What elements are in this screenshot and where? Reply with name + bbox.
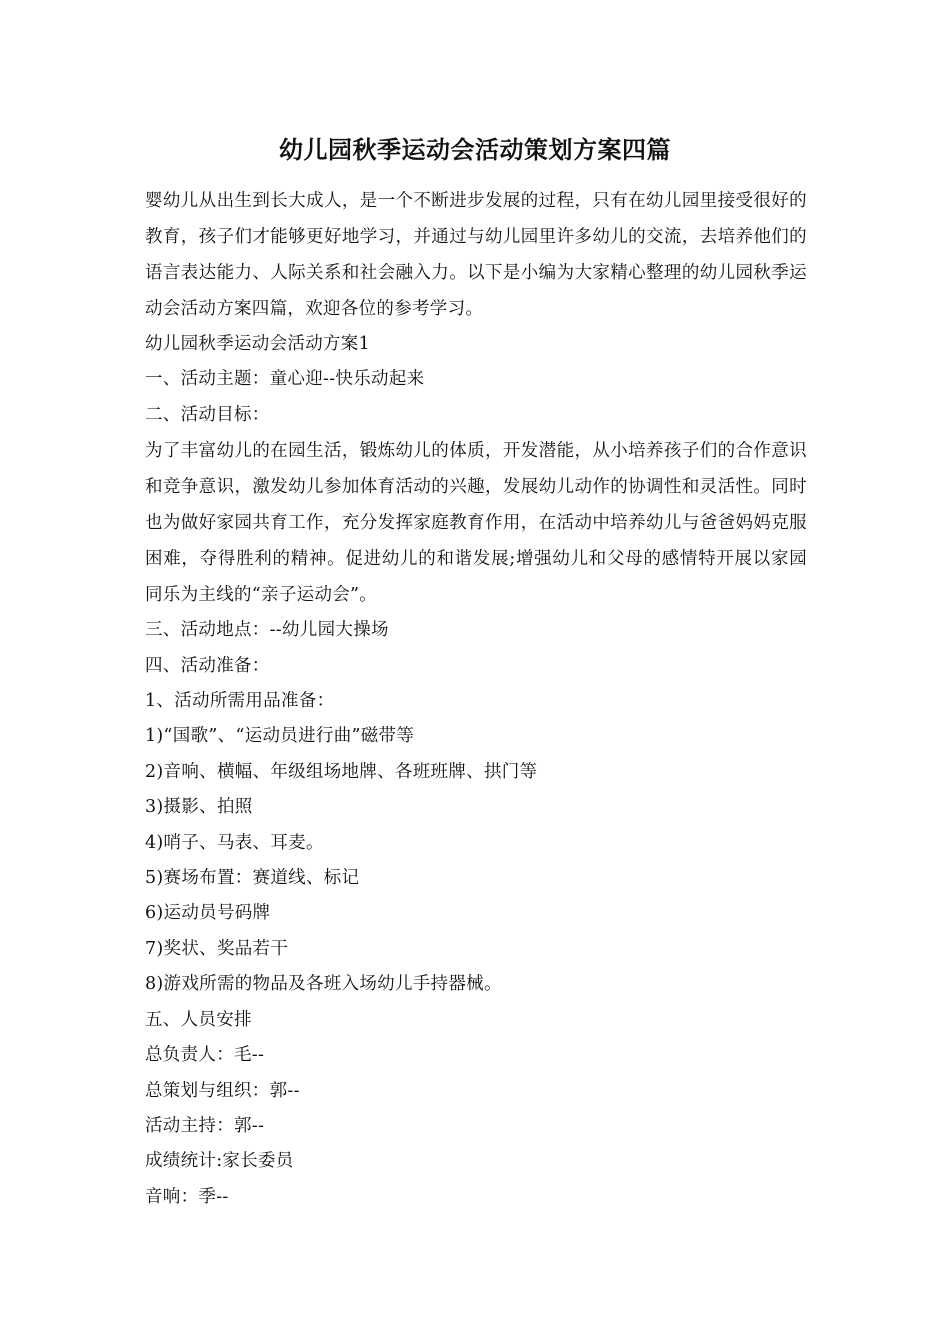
section-location: 三、活动地点：--幼儿园大操场 [145, 620, 389, 641]
intro-paragraph: 婴幼儿从出生到长大成人，是一个不断进步发展的过程，只有在幼儿园里接受很好的教育，孩子们才能够更好地学习，并通过与幼儿园里许多幼儿的交流，去培养他们的语言表达能力、人际关系和社会融入力。以下是小编为大家精心整理的幼儿园秋季运动会活动方案四篇，欢迎各位的参考学习。 [145, 191, 807, 319]
supply-item: 8)游戏所需的物品及各班入场幼儿手持器械。 [145, 974, 502, 995]
staff-entry: 总负责人：毛-- [145, 1045, 265, 1066]
document-title: 幼儿园秋季运动会活动策划方案四篇 [279, 135, 671, 164]
plan-heading: 幼儿园秋季运动会活动方案1 [145, 334, 371, 354]
supply-item: 1)“国歌”、“运动员进行曲”磁带等 [145, 726, 415, 747]
supply-item: 5)赛场布置：赛道线、标记 [145, 868, 360, 889]
supply-item: 6)运动员号码牌 [145, 903, 271, 924]
staff-entry: 总策划与组织：郭-- [145, 1080, 300, 1101]
supply-item: 4)哨子、马表、耳麦。 [145, 832, 324, 853]
staff-entry: 活动主持：郭-- [145, 1115, 265, 1136]
goals-paragraph: 为了丰富幼儿的在园生活，锻炼幼儿的体质，开发潜能，从小培养孩子们的合作意识和竞争意识，激发幼儿参加体育活动的兴趣，发展幼儿动作的协调性和灵活性。同时也为做好家园共育工作，充分发挥家庭教育作用，在活动中培养幼儿与爸爸妈妈克服困难，夺得胜利的精神。促进幼儿的和谐发展;增强幼儿和父母的感情特开展以家园同乐为主线的“亲子运动会”。 [145, 441, 807, 606]
section-staff-heading: 五、人员安排 [145, 1009, 252, 1030]
staff-entry: 音响：季-- [145, 1186, 229, 1207]
supply-item: 2)音响、横幅、年级组场地牌、各班班牌、拱门等 [145, 761, 538, 782]
supply-item: 7)奖状、奖品若干 [145, 938, 289, 959]
staff-entry: 成绩统计:家长委员 [145, 1151, 294, 1172]
supply-item: 3)摄影、拍照 [145, 797, 253, 818]
document-body [145, 183, 807, 1215]
section-theme: 一、活动主题：童心迎--快乐动起来 [145, 369, 425, 390]
section-preparation-heading: 四、活动准备： [145, 655, 270, 676]
supplies-heading: 1、活动所需用品准备： [145, 691, 335, 712]
section-goals-heading: 二、活动目标： [145, 404, 270, 425]
